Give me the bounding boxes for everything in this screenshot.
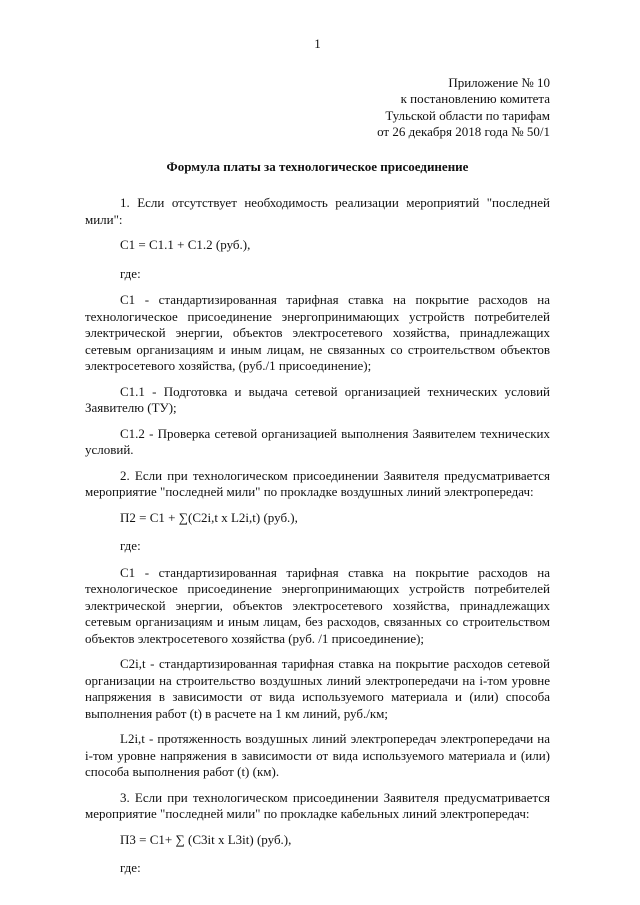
section-2-c1-definition: C1 - стандартизированная тарифная ставка на покрытие расходов на технологическое присоединение энергопринимающих устройств потребителей электрической энергии, объектов электросетевого хозяйства, принадлежащих сетевым организациям и иным лицам, без расходов, связанных со строительством объектов электросетевого хозяйства (руб. /1 присоединение); <box>85 564 550 646</box>
appendix-line-1: Приложение № 10 <box>448 74 550 90</box>
section-1-c11-definition: C1.1 - Подготовка и выдача сетевой организацией технических условий Заявителю (ТУ); <box>85 383 550 415</box>
document-title: Формула платы за технологическое присоединение <box>166 158 469 174</box>
section-3-formula: П3 = C1+ ∑ (C3it x L3it) (руб.), <box>120 831 292 847</box>
section-1-formula: C1 = C1.1 + C1.2 (руб.), <box>120 237 251 252</box>
section-2-where: где: <box>120 538 141 553</box>
appendix-line-2: к постановлению комитета <box>400 91 550 106</box>
section-1-where: где: <box>120 265 141 281</box>
appendix-line-3: Тульской области по тарифам <box>385 107 550 123</box>
section-1-intro: 1. Если отсутствует необходимость реализации мероприятий "последней мили": <box>85 195 550 227</box>
appendix-block <box>85 75 550 141</box>
section-2-l2-definition: L2i,t - протяженность воздушных линий электропередач электропередачи на i-том уровне напряжения в зависимости от вида используемого материала и (или) способа выполнения работ (t) (км). <box>85 731 550 779</box>
section-2-formula: П2 = C1 + ∑(C2i,t x L2i,t) (руб.), <box>120 509 298 525</box>
section-1-c1-definition: C1 - стандартизированная тарифная ставка на покрытие расходов на технологическое присоединение энергопринимающих устройств потребителей электрической энергии, объектов электросетевого хозяйства, принадлежащих сетевым организациям и иным лицам, не связанных со строительством объектов электросетевого хозяйства, (руб./1 присоединение); <box>85 292 550 373</box>
section-3-where: где: <box>120 860 141 875</box>
appendix-line-4: от 26 декабря 2018 года № 50/1 <box>377 124 550 139</box>
section-3-intro: 3. Если при технологическом присоединении Заявителя предусматривается мероприятие "последней мили" по прокладке кабельных линий электропередач: <box>85 789 550 821</box>
section-1-c12-definition: C1.2 - Проверка сетевой организацией выполнения Заявителем технических условий. <box>85 425 550 457</box>
section-2-c2-definition: C2i,t - стандартизированная тарифная ставка на покрытие расходов сетевой организации на строительство воздушных линий электропередачи на i-том уровне напряжения в зависимости от вида используемого материала и (или) способа выполнения работ (t) в расчете на 1 км линий, руб./км; <box>85 656 550 721</box>
page-number: 1 <box>314 36 321 51</box>
section-2-intro: 2. Если при технологическом присоединении Заявителя предусматривается мероприятие "последней мили" по прокладке воздушных линий электропередач: <box>85 467 550 499</box>
